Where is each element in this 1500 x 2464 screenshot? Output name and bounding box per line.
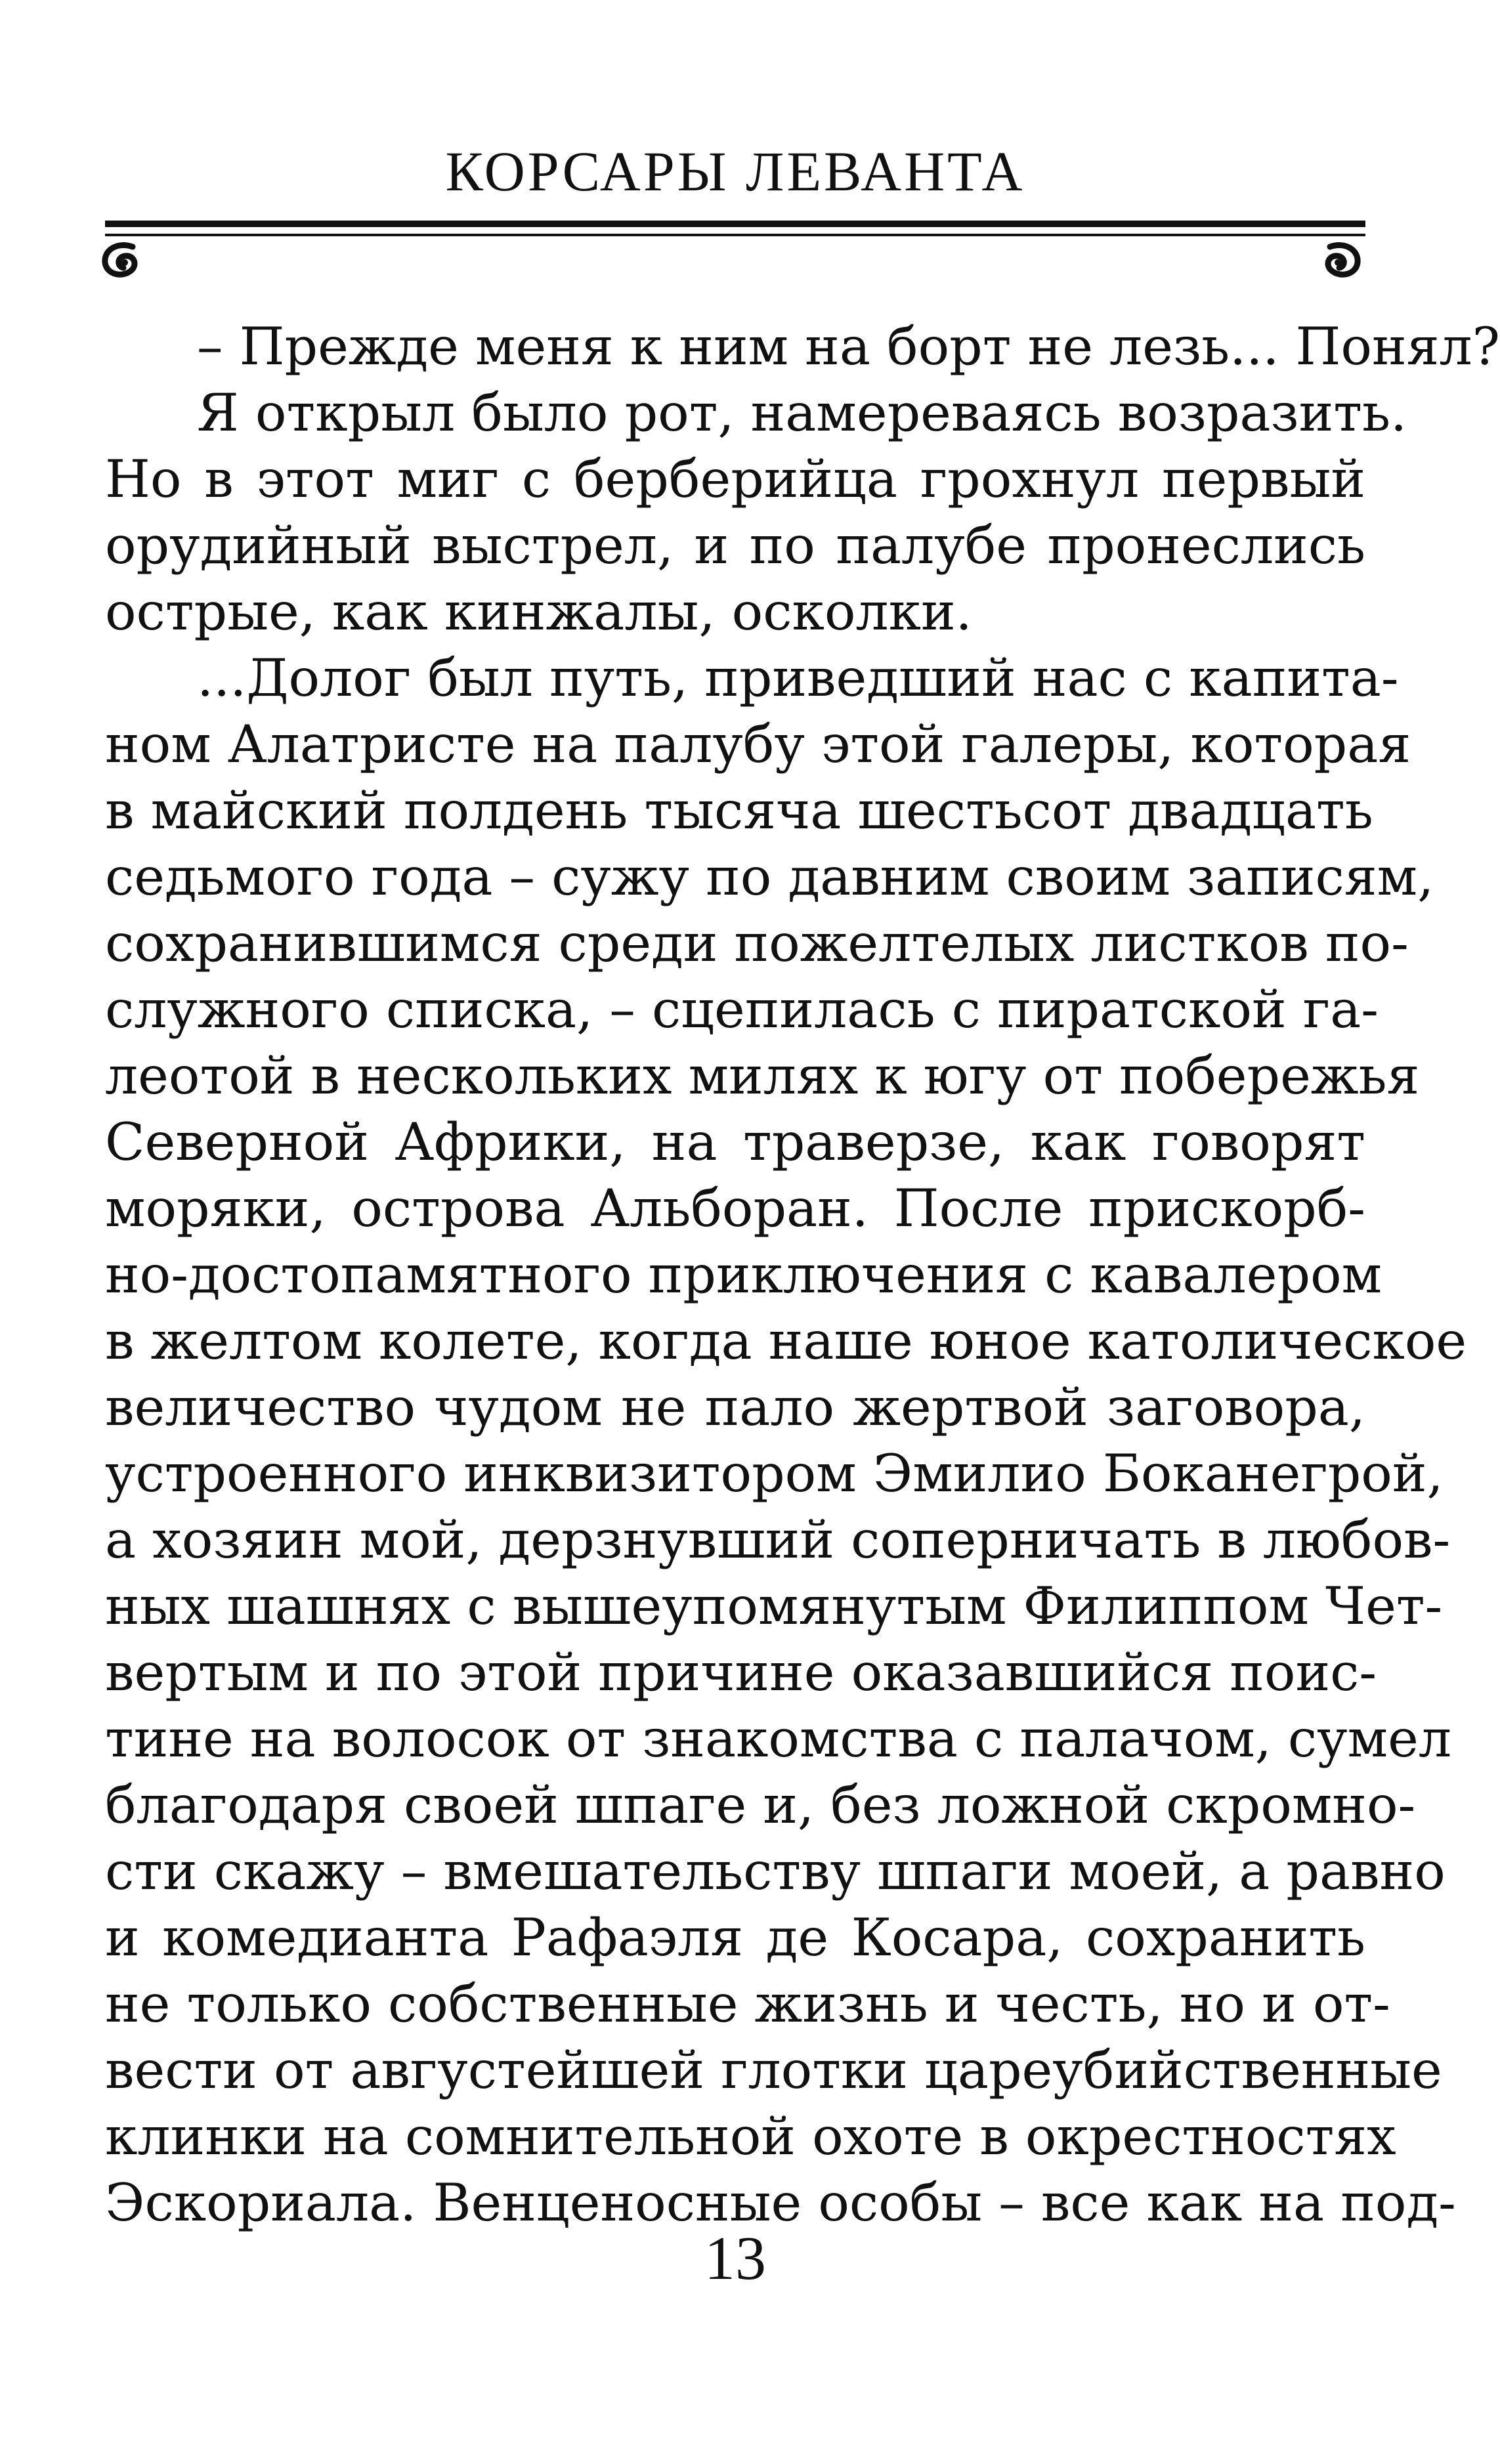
text-line: в майский полдень тысяча шестьсот двадцать: [105, 780, 1373, 841]
text-line: моряки, острова Альборан. После прискорб-: [105, 1178, 1365, 1239]
text-line: но-достопамятного приключения с кавалером: [105, 1244, 1382, 1305]
text-line: а хозяин мой, дерзнувший соперничать в любов-: [105, 1510, 1451, 1570]
text-line: клинки на сомнительной охоте в окрестностях: [105, 2106, 1396, 2167]
text-line: острые, как кинжалы, осколки.: [105, 582, 972, 642]
body-text: [105, 314, 1500, 2236]
text-line: и комедианта Рафаэля де Косара, сохранить: [105, 1907, 1365, 1968]
text-line: не только собственные жизнь и честь, но и от-: [105, 1974, 1390, 2034]
text-line: сти скажу – вмешательству шпаги моей, а равно: [105, 1841, 1446, 1901]
text-line: Но в этот миг с берберийца грохнул первый: [105, 449, 1365, 509]
text-line: сохранившимся среди пожелтелых листков по-: [105, 913, 1409, 973]
text-line: леотой в нескольких милях к югу от побережья: [105, 1046, 1420, 1106]
text-line: благодаря своей шпаге и, без ложной скромно-: [105, 1775, 1416, 1835]
text-line: – Прежде меня к ним на борт не лезь... Понял?: [197, 316, 1500, 377]
header-rule-thin: [105, 234, 1365, 236]
text-line: ном Алатристе на палубу этой галеры, которая: [105, 714, 1411, 775]
text-line: Я открыл было рот, намереваясь возразить.: [197, 383, 1407, 443]
running-title: КОРСАРЫ ЛЕВАНТА: [445, 140, 1025, 203]
text-line: тине на волосок от знакомства с палачом, сумел: [105, 1709, 1452, 1769]
text-line: служного списка, – сцепилась с пиратской га-: [105, 979, 1379, 1040]
text-line: седьмого года – сужу по давним своим записям,: [105, 847, 1434, 907]
header-rule-thick: [105, 221, 1365, 227]
text-line: в желтом колете, когда наше юное католическое: [105, 1311, 1467, 1371]
text-line: Северной Африки, на траверзе, как говорят: [105, 1112, 1365, 1172]
text-line: ...Долог был путь, приведший нас с капита-: [197, 648, 1399, 708]
text-line: ных шашнях с вышеупомянутым Филиппом Чет-: [105, 1576, 1443, 1636]
text-line: вести от августейшей глотки цареубийственные: [105, 2040, 1442, 2100]
text-line: Эскориала. Венценосные особы – все как на под-: [105, 2173, 1456, 2233]
text-line: орудийный выстрел, и по палубе пронеслись: [105, 515, 1365, 576]
text-line: величество чудом не пало жертвой заговора,: [105, 1377, 1365, 1437]
text-line: вертым и по этой причине оказавшийся поис-: [105, 1642, 1377, 1703]
page-number: 13: [704, 2224, 766, 2293]
left-scroll-ornament-icon: [98, 238, 144, 284]
right-scroll-ornament-icon: [1318, 238, 1364, 284]
text-line: устроенного инквизитором Эмилио Боканегрой,: [105, 1443, 1444, 1504]
